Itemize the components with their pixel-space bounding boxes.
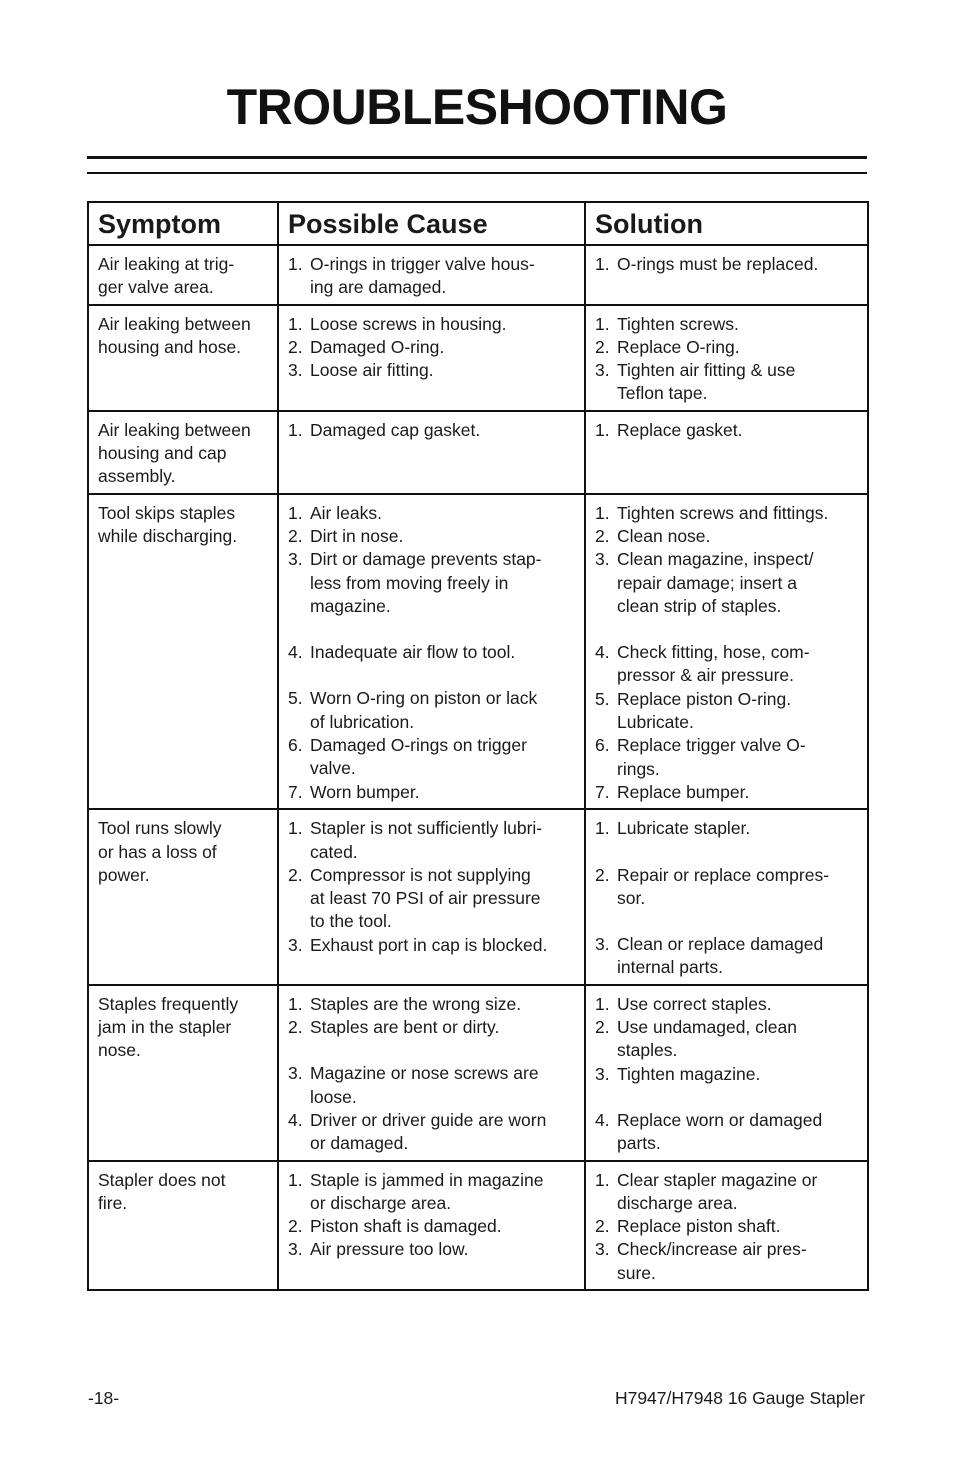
solution-item (595, 359, 858, 406)
cause-number: 7. (288, 781, 303, 802)
solution-item (595, 419, 858, 442)
cause-cell (278, 985, 585, 1161)
product-name: H7947/H7948 16 Gauge Stapler (614, 1388, 865, 1408)
symptom-cell (88, 809, 278, 984)
cause-number: 1. (288, 818, 303, 839)
solution-number: 4. (595, 1109, 610, 1130)
cause-item (288, 525, 575, 548)
solution-text: Use correct staples. (617, 993, 772, 1014)
cause-number: 3. (288, 549, 303, 570)
cause-item (288, 502, 575, 525)
symptom-cell (88, 494, 278, 810)
cause-text: Air leaks. (310, 502, 382, 523)
solution-text: Tighten screws. (617, 313, 739, 334)
symptom-text: Stapler does not fire. (98, 1169, 226, 1213)
solution-list (595, 993, 858, 1156)
solution-text: Tighten air fitting & use Teflon tape. (617, 360, 796, 404)
solution-number: 6. (595, 735, 610, 756)
symptom-text: Tool runs slowly or has a loss of power. (98, 818, 222, 885)
solution-cell (585, 494, 868, 810)
cause-text: Dirt or damage prevents stap- less from moving freely in magazine. (310, 549, 542, 616)
solution-number: 1. (595, 254, 610, 274)
solution-text: Replace worn or damaged parts. (617, 1109, 823, 1154)
solution-number: 1. (595, 993, 610, 1014)
cause-number: 2. (288, 336, 303, 357)
symptom-text: Tool skips staples while discharging. (98, 502, 238, 546)
cause-text: Stapler is not sufficiently lubri- cated. (310, 818, 543, 862)
solution-item (595, 502, 858, 525)
cause-cell (278, 809, 585, 984)
page-number: -18- (88, 1388, 120, 1408)
solution-item (595, 1016, 858, 1063)
symptom-text: Staples frequently jam in the stapler nose. (98, 993, 239, 1061)
cause-text: Compressor is not supplying at least 70 PSI of air pressure to the tool. (310, 864, 541, 932)
cause-item (288, 864, 575, 934)
cause-number: 2. (288, 864, 303, 885)
cause-number: 3. (288, 1063, 303, 1084)
header-symptom: Symptom (88, 202, 278, 245)
solution-text: Clean nose. (617, 525, 711, 546)
cause-cell (278, 494, 585, 810)
cause-text: Loose screws in housing. (310, 313, 507, 334)
solution-cell (585, 411, 868, 494)
header-solution: Solution (585, 202, 868, 245)
cause-text: O-rings in trigger valve hous- ing are damaged. (310, 254, 535, 298)
cause-item (288, 359, 575, 382)
cause-text: Worn bumper. (310, 781, 420, 802)
cause-cell (278, 245, 585, 305)
cause-text: Damaged O-rings on trigger valve. (310, 735, 527, 779)
solution-text: Replace piston O-ring. Lubricate. (617, 688, 792, 733)
table-row (88, 985, 868, 1161)
solution-text: Lubricate stapler. (617, 818, 751, 839)
solution-item (595, 734, 858, 781)
cause-list (288, 1169, 575, 1262)
solution-number: 3. (595, 1239, 610, 1260)
troubleshooting-table (87, 201, 869, 1291)
cause-item (288, 817, 575, 864)
solution-item (595, 1063, 858, 1086)
solution-number: 1. (595, 502, 610, 523)
solution-text: Clean or replace damaged internal parts. (617, 934, 824, 978)
solution-item (595, 253, 858, 276)
solution-number: 2. (595, 525, 610, 546)
cause-item (288, 734, 575, 781)
cause-cell (278, 1161, 585, 1290)
cause-number: 1. (288, 993, 303, 1014)
solution-text: Repair or replace compres- sor. (617, 864, 830, 908)
solution-cell (585, 305, 868, 411)
table-row (88, 494, 868, 810)
solution-number: 3. (595, 549, 610, 570)
cause-number: 6. (288, 735, 303, 756)
cause-number: 4. (288, 1109, 303, 1130)
cause-item (288, 1109, 575, 1156)
cause-item (288, 934, 575, 957)
cause-text: Staples are the wrong size. (310, 993, 522, 1014)
solution-item (595, 1215, 858, 1238)
cause-text: Damaged O-ring. (310, 336, 445, 357)
cause-text: Piston shaft is damaged. (310, 1216, 502, 1237)
solution-text: Check fitting, hose, com- pressor & air pressure. (617, 642, 810, 686)
cause-number: 1. (288, 419, 303, 440)
solution-item (595, 864, 858, 911)
solution-number: 5. (595, 688, 610, 709)
cause-item (288, 1169, 575, 1216)
solution-number: 1. (595, 419, 610, 440)
solution-item (595, 525, 858, 548)
solution-number: 3. (595, 360, 610, 381)
solution-item (595, 933, 858, 980)
solution-item (595, 1169, 858, 1216)
solution-cell (585, 245, 868, 305)
cause-number: 3. (288, 360, 303, 381)
cause-text: Air pressure too low. (310, 1239, 469, 1260)
cause-number: 3. (288, 1239, 303, 1260)
solution-text: Tighten magazine. (617, 1063, 761, 1084)
solution-item (595, 993, 858, 1016)
solution-number: 2. (595, 336, 610, 357)
cause-item (288, 1016, 575, 1039)
solution-text: Replace O-ring. (617, 336, 740, 357)
cause-item (288, 1215, 575, 1238)
cause-item (288, 253, 575, 300)
solution-item (595, 1109, 858, 1156)
symptom-text: Air leaking at trig- ger valve area. (98, 254, 235, 298)
symptom-cell (88, 245, 278, 305)
cause-list (288, 253, 575, 300)
solution-cell (585, 809, 868, 984)
cause-number: 1. (288, 1169, 303, 1190)
solution-text: Replace gasket. (617, 419, 743, 440)
table-row (88, 809, 868, 984)
solution-number: 3. (595, 934, 610, 955)
solution-number: 2. (595, 1017, 610, 1038)
header-possible-cause: Possible Cause (278, 202, 585, 245)
solution-cell (585, 985, 868, 1161)
cause-item (288, 1062, 575, 1109)
solution-item (595, 313, 858, 336)
solution-list (595, 419, 858, 442)
solution-text: Check/increase air pres- sure. (617, 1239, 807, 1283)
cause-item (288, 687, 575, 734)
table-row (88, 411, 868, 494)
cause-item (288, 419, 575, 442)
table-row (88, 1161, 868, 1290)
cause-item (288, 313, 575, 336)
cause-number: 2. (288, 1216, 303, 1237)
cause-number: 3. (288, 934, 303, 955)
table-header-row (88, 202, 868, 245)
cause-item (288, 641, 575, 664)
table-row (88, 305, 868, 411)
cause-list (288, 419, 575, 442)
symptom-cell (88, 411, 278, 494)
solution-item (595, 817, 858, 840)
solution-item (595, 1238, 858, 1285)
solution-number: 3. (595, 1063, 610, 1084)
page-title: TROUBLESHOOTING (226, 79, 728, 135)
solution-list (595, 1169, 858, 1285)
cause-number: 4. (288, 642, 303, 663)
cause-text: Loose air fitting. (310, 360, 434, 381)
cause-number: 2. (288, 1017, 303, 1038)
title-rule-thick (87, 156, 867, 159)
solution-list (595, 817, 858, 979)
cause-item (288, 781, 575, 804)
cause-number: 2. (288, 525, 303, 546)
cause-text: Inadequate air flow to tool. (310, 642, 516, 663)
solution-number: 2. (595, 864, 610, 885)
solution-text: O-rings must be replaced. (617, 254, 819, 274)
solution-item (595, 781, 858, 804)
table-row (88, 245, 868, 305)
solution-text: Replace trigger valve O- rings. (617, 735, 806, 779)
solution-number: 1. (595, 818, 610, 839)
title-rule-thin (87, 172, 867, 174)
symptom-cell (88, 1161, 278, 1290)
solution-number: 1. (595, 313, 610, 334)
solution-number: 2. (595, 1216, 610, 1237)
cause-item (288, 1238, 575, 1261)
cause-text: Staple is jammed in magazine or discharge area. (310, 1169, 544, 1213)
solution-text: Replace bumper. (617, 781, 750, 802)
solution-item (595, 548, 858, 618)
solution-item (595, 336, 858, 359)
cause-number: 5. (288, 688, 303, 709)
solution-text: Tighten screws and fittings. (617, 502, 829, 523)
cause-item (288, 336, 575, 359)
solution-number: 7. (595, 781, 610, 802)
table-body (88, 245, 868, 1290)
cause-text: Dirt in nose. (310, 525, 404, 546)
cause-cell (278, 411, 585, 494)
cause-text: Driver or driver guide are worn or damaged. (310, 1109, 547, 1154)
cause-number: 1. (288, 313, 303, 334)
solution-list (595, 313, 858, 406)
solution-text: Use undamaged, clean staples. (617, 1017, 797, 1061)
cause-number: 1. (288, 254, 303, 274)
cause-number: 1. (288, 502, 303, 523)
cause-text: Staples are bent or dirty. (310, 1017, 500, 1038)
solution-number: 4. (595, 642, 610, 663)
cause-item (288, 548, 575, 618)
solution-text: Replace piston shaft. (617, 1216, 781, 1237)
cause-item (288, 993, 575, 1016)
cause-list (288, 993, 575, 1156)
solution-text: Clear stapler magazine or discharge area. (617, 1169, 818, 1213)
solution-item (595, 688, 858, 735)
solution-number: 1. (595, 1169, 610, 1190)
solution-cell (585, 1161, 868, 1290)
solution-list (595, 502, 858, 805)
cause-list (288, 313, 575, 383)
solution-item (595, 641, 858, 688)
cause-cell (278, 305, 585, 411)
symptom-text: Air leaking between housing and hose. (98, 313, 251, 357)
cause-list (288, 817, 575, 957)
cause-text: Damaged cap gasket. (310, 419, 481, 440)
solution-text: Clean magazine, inspect/ repair damage; insert a clean strip of staples. (617, 549, 814, 616)
symptom-cell (88, 305, 278, 411)
cause-list (288, 502, 575, 804)
solution-list (595, 253, 858, 276)
symptom-text: Air leaking between housing and cap assembly. (98, 419, 251, 487)
cause-text: Exhaust port in cap is blocked. (310, 934, 548, 955)
cause-text: Worn O-ring on piston or lack of lubrication. (310, 688, 538, 732)
cause-text: Magazine or nose screws are loose. (310, 1063, 539, 1107)
symptom-cell (88, 985, 278, 1161)
